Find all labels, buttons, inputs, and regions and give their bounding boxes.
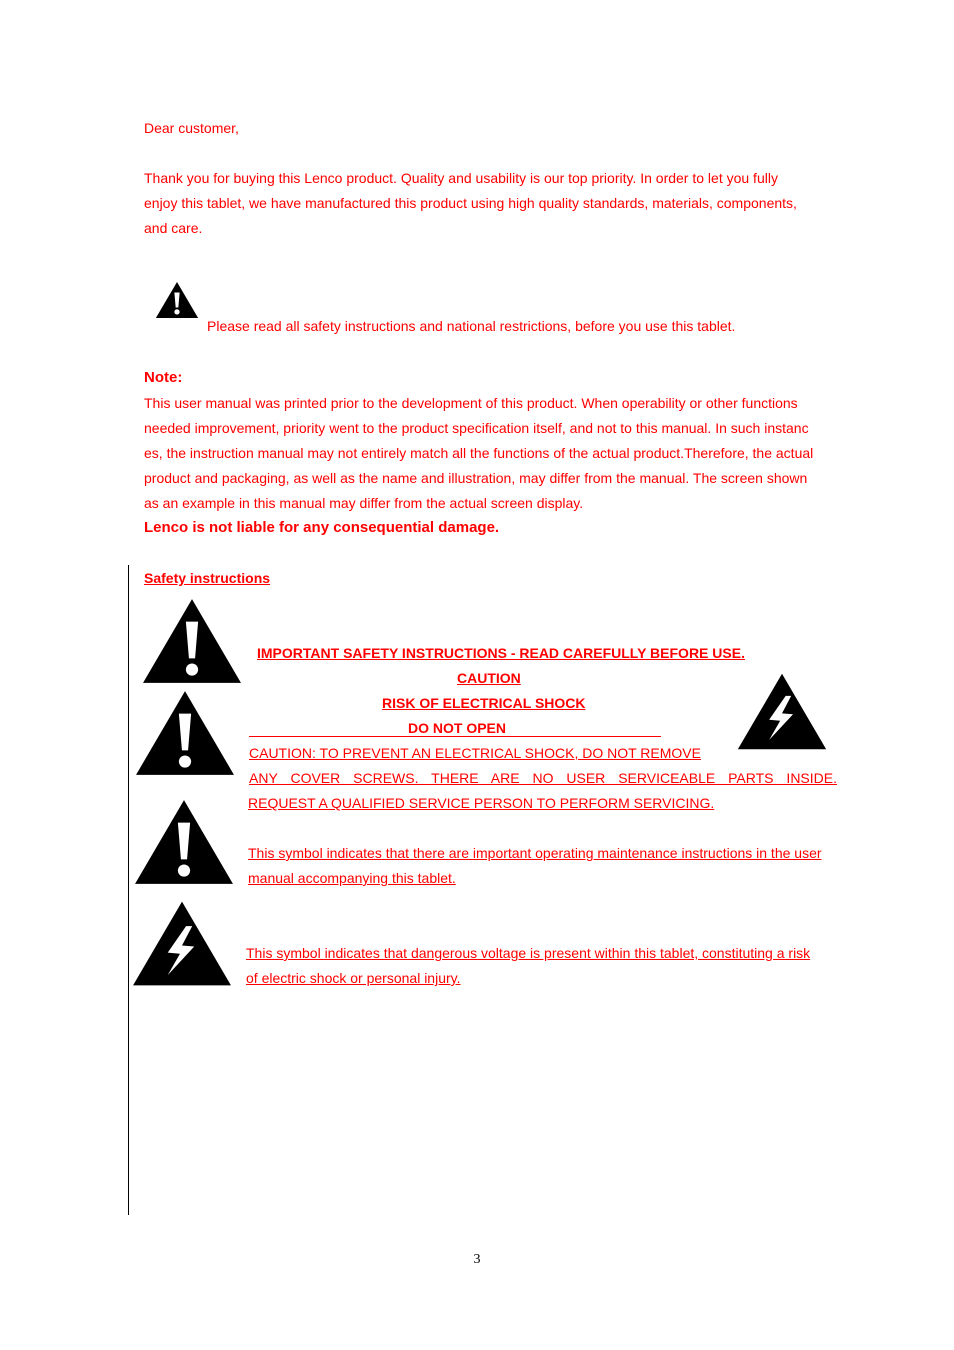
caution-text-line: REQUEST A QUALIFIED SERVICE PERSON TO PERFORM SERVICING. [248,795,715,811]
risk-heading: RISK OF ELECTRICAL SHOCK [382,695,586,711]
lightning-symbol-text: of electric shock or personal injury. [246,970,461,986]
caution-text-line: CAUTION: TO PREVENT AN ELECTRICAL SHOCK, DO NOT REMOVE [249,745,701,761]
intro-line: Thank you for buying this Lenco product. Quality and usability is our top priority. In order to let you fully [144,170,778,186]
intro-line: enjoy this tablet, we have manufactured this product using high quality standards, materials, components, [144,195,797,211]
exclamation-symbol-text: manual accompanying this tablet. [248,870,456,886]
intro-line: and care. [144,220,203,236]
important-instructions-heading: IMPORTANT SAFETY INSTRUCTIONS - READ CAREFULLY BEFORE USE. [257,645,745,661]
note-line: as an example in this manual may differ from the actual screen display. [144,495,584,511]
warning-exclamation-icon [141,596,243,686]
note-line: needed improvement, priority went to the product specification itself, and not to this manual. In such instanc [144,420,809,436]
note-line: es, the instruction manual may not entirely match all the functions of the actual product.Therefore, the actual [144,445,814,461]
safety-heading: Safety instructions [144,570,271,586]
lightning-warning-icon [131,898,233,989]
caution-text-line: ANY COVER SCREWS. THERE ARE NO USER SERVICEABLE PARTS INSIDE. [249,770,837,786]
do-not-open-line [249,719,661,737]
caution-heading: CAUTION [457,670,521,686]
read-notice: Please read all safety instructions and national restrictions, before you use this tablet. [207,318,736,334]
warning-exclamation-icon [155,281,199,319]
greeting: Dear customer, [144,120,239,136]
note-line: product and packaging, as well as the name and illustration, may differ from the manual. The screen shown [144,470,808,486]
note-line: This user manual was printed prior to the development of this product. When operability or other functions [144,395,798,411]
exclamation-symbol-text: This symbol indicates that there are important operating maintenance instructions in the user [248,845,822,861]
margin-rule [128,565,129,1215]
liability-statement: Lenco is not liable for any consequential damage. [144,519,500,536]
warning-exclamation-icon [133,797,235,887]
note-heading: Note: [144,369,183,386]
do-not-open-heading: DO NOT OPEN [408,720,507,736]
lightning-symbol-text: This symbol indicates that dangerous voltage is present within this tablet, constituting a risk [246,945,811,961]
lightning-warning-icon [736,670,828,753]
warning-exclamation-icon [134,688,236,778]
page-number: 3 [473,1252,481,1267]
